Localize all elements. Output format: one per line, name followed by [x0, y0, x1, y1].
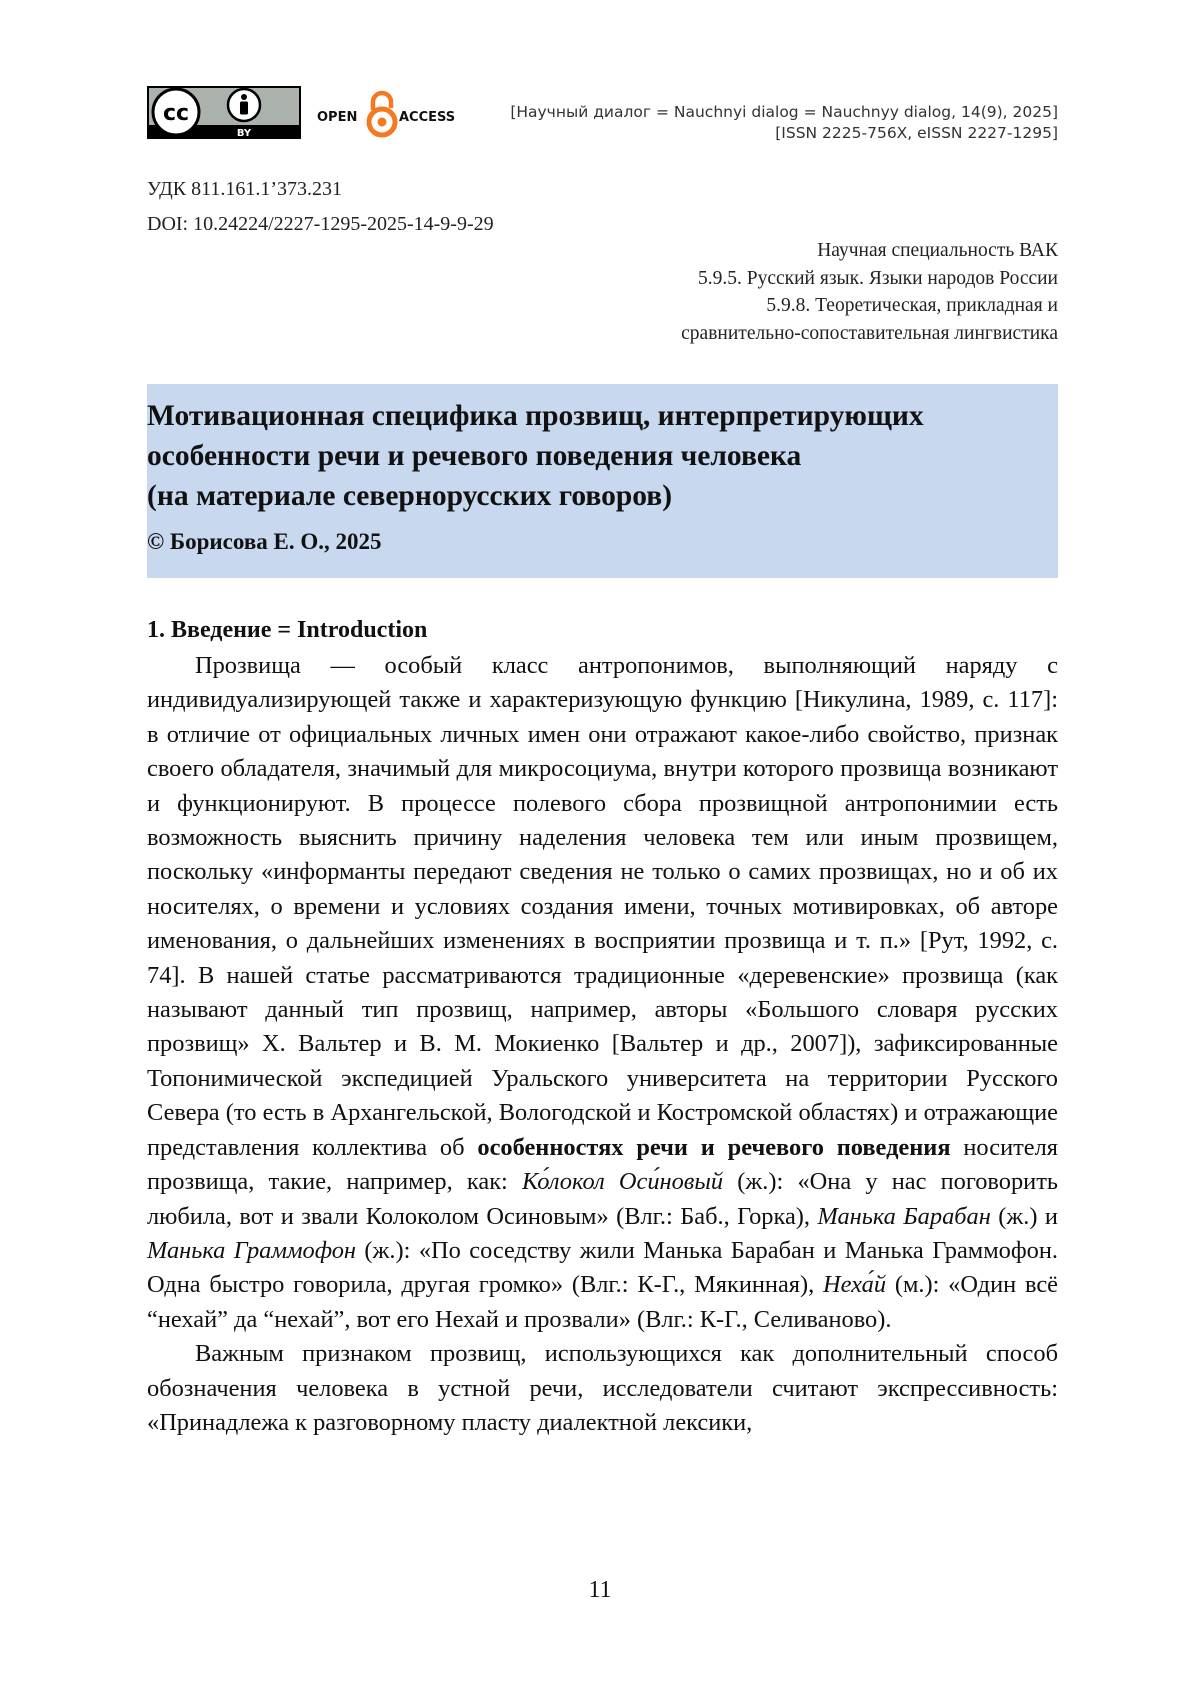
open-access-suffix: ACCESS [399, 110, 456, 125]
cc-by-label: BY [236, 128, 252, 139]
open-access-logo[interactable] [317, 86, 467, 140]
journal-issn: [ISSN 2225-756X, eISSN 2227-1295] [775, 124, 1058, 142]
emphasis-bold: особенностях речи и речевого поведения [477, 1133, 951, 1161]
journal-citation: [Научный диалог = Nauchnyi dialog = Nauchnyy dialog, 14(9), 2025] [510, 103, 1058, 121]
specialty-line: 5.9.5. Русский язык. Языки народов России [697, 267, 1058, 289]
udc-code: УДК 811.161.1’373.231 [147, 178, 343, 200]
author-copyright: © Борисова Е. О., 2025 [147, 529, 382, 554]
text-run: (ж.) и [990, 1202, 1058, 1230]
article-body [147, 649, 1058, 1440]
journal-info [510, 102, 1058, 144]
title-block [147, 384, 1058, 578]
title-line: особенности речи и речевого поведения человека [147, 440, 802, 472]
nickname-example: Манька Граммофон [147, 1236, 356, 1264]
open-access-prefix: OPEN [317, 110, 358, 125]
paragraph: Важным признаком прозвищ, использующихся как дополнительный способ обозначения человека в устной речи, исследователи считают экспрессивность: «Принадлежа к разговорному пласту диалектной лексики, [147, 1340, 1058, 1436]
nickname-example: Манька Барабан [817, 1202, 991, 1230]
specialty-line: сравнительно-сопоставительная лингвистика [681, 322, 1058, 344]
vak-specialty [681, 237, 1058, 347]
specialty-line: 5.9.8. Теоретическая, прикладная и [766, 295, 1058, 316]
nickname-example: Неха́й [823, 1271, 887, 1299]
page-header [147, 86, 1058, 146]
article-identifiers [147, 172, 494, 242]
svg-text:cc: cc [162, 101, 190, 126]
paragraph [147, 649, 1058, 1337]
text-run: (ж.): «Она у нас поговорить любила, вот и звали Колоколом Осиновым» (Влг.: Баб., Горка), [147, 1168, 1058, 1230]
nickname-example: Ко́локол Оси́новый [522, 1168, 724, 1196]
specialty-heading: Научная специальность ВАК [817, 240, 1058, 261]
doi[interactable]: DOI: 10.24224/2227-1295-2025-14-9-9-29 [147, 213, 494, 235]
title-line: Мотивационная специфика прозвищ, интерпретирующих [147, 400, 924, 432]
text-run: (ж.): «По соседству жили Манька Барабан и Манька Граммофон. Одна быстро говорила, другая громко» (Влг.: К-Г., Мякинная), [147, 1236, 1058, 1299]
text-run: (м.): «Один всё “нехай” да “нехай”, вот его Нехай и прозвали» (Влг.: К-Г., Селиваново). [147, 1271, 1058, 1333]
article-title [147, 396, 1058, 516]
cc-by-license-badge[interactable] [147, 86, 301, 139]
text-run: Прозвища — особый класс антропонимов, выполняющий наряду с индивидуализирующей также и характеризующую функцию [Никулина, 1989, с. 117]: в отличие от официальных личных имен они отражают какое-либо свойство, признак своего обладателя, значимый для микросоциума, внутри которого прозвища возникают и функционируют. В процессе полевого сбора прозвищной антропонимии есть возможность выяснить причину наделения человека тем или иным прозвищем, поскольку «информанты передают сведения не только о самих прозвищах, но и об их носителях, о времени и условиях создания имени, точных мотивировках, об авторе именования, о дальнейших изменениях в восприятии прозвища и т. п.» [Рут, 1992, с. 74]. В нашей статье рассматриваются традиционные «деревенские» прозвища (как называют данный тип прозвищ, например, авторы «Большого словаря русских прозвищ» Х. Вальтер и В. М. Мокиенко [Вальтер и др., 2007]), зафиксированные Топонимической экспедицией Уральского университета на территории Русского Севера (то есть в Архангельской, Вологодской и Костромской областях) и отражающие представления коллектива об [147, 652, 1058, 1161]
section-heading: 1. Введение = Introduction [147, 617, 428, 643]
title-line: (на материале севернорусских говоров) [147, 480, 673, 512]
text-run: носителя прозвища, такие, например, как: [147, 1133, 1058, 1196]
page-number: 11 [588, 1577, 612, 1603]
